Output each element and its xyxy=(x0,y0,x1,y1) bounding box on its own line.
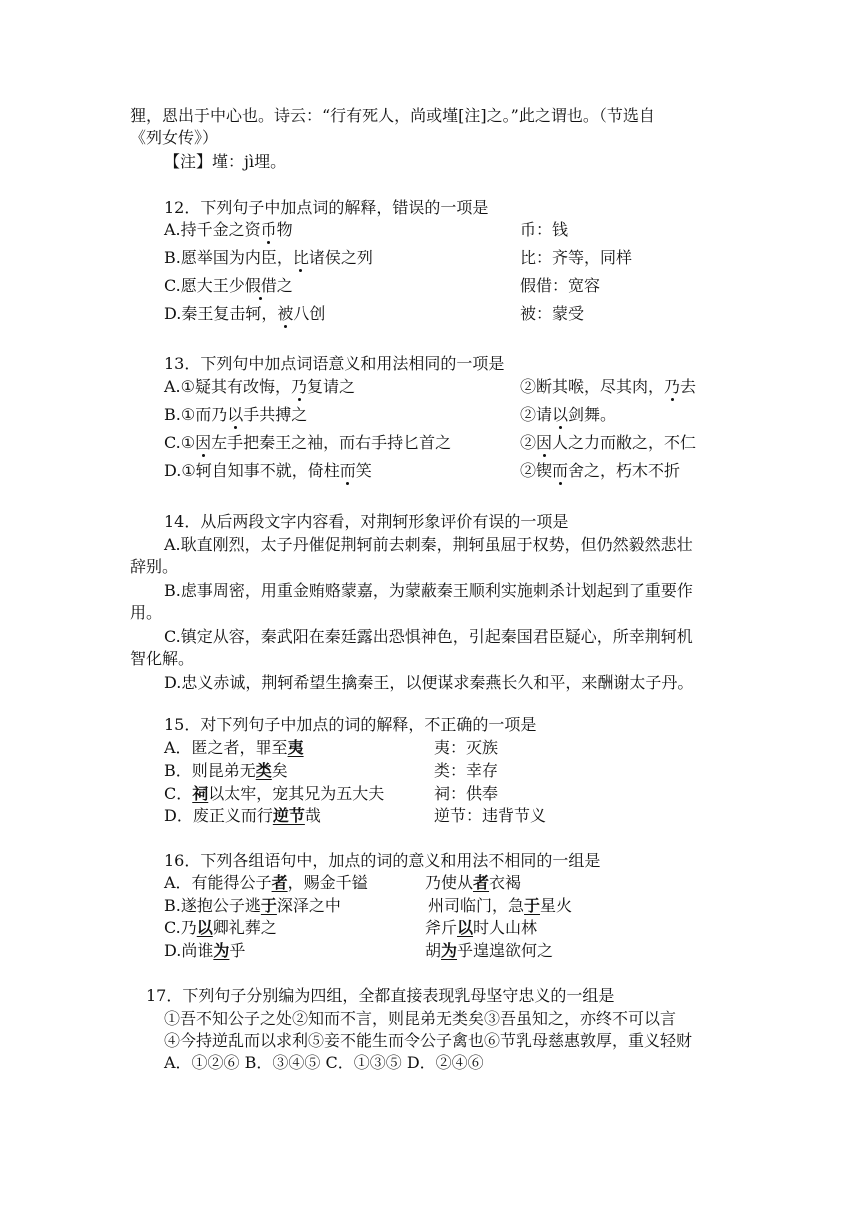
q12-option-a: A.持千金之资币物 xyxy=(164,220,293,239)
emphasis-underline: 以 xyxy=(457,918,474,937)
emphasis-underline: 于 xyxy=(524,896,541,915)
intro-note: 【注】墐：jì埋。 xyxy=(164,152,287,171)
q17-stem: 17．下列句子分别编为四组，全都直接表现乳母坚守忠义的一组是 xyxy=(146,986,615,1005)
emphasis-underline: 者 xyxy=(473,873,490,892)
q12-stem: 12．下列句子中加点词的解释，错误的一项是 xyxy=(164,198,489,217)
q13-option-b-left: B.①而乃以手共搏之 xyxy=(164,405,308,424)
emphasis-underline: 祠 xyxy=(192,784,209,803)
q13-stem: 13．下列句中加点词语意义和用法相同的一项是 xyxy=(164,354,505,373)
emphasis-dot: 乃 xyxy=(664,377,681,396)
emphasis-dot: 因 xyxy=(536,433,553,452)
q12-option-b: B.愿举国为内臣，比诸侯之列 xyxy=(164,248,373,267)
q15-option-b: B．则昆弟无类矣 xyxy=(164,761,288,780)
q14-option-b-line2: 用。 xyxy=(130,603,163,622)
intro-line-2: 《列女传》） xyxy=(130,128,219,147)
q16-option-d-left: D.尚谁为乎 xyxy=(164,941,246,960)
q13-option-c-right: ②因人之力而敝之，不仁 xyxy=(520,433,697,452)
emphasis-dot: 比 xyxy=(292,248,309,267)
q13-option-a-left: A.①疑其有改悔，乃复请之 xyxy=(164,377,356,396)
emphasis-underline: 者 xyxy=(271,873,288,892)
q12-option-c-gloss: 假借：宽容 xyxy=(520,276,601,295)
emphasis-dot: 而 xyxy=(339,461,356,480)
q12-option-d: D.秦王复击轲，被八创 xyxy=(164,304,326,323)
emphasis-dot: 假借 xyxy=(244,276,277,295)
q16-option-a-right: 乃使从者衣褐 xyxy=(425,873,522,892)
q17-options: A．①②⑥ B．③④⑤ C．①③⑤ D．②④⑥ xyxy=(164,1053,484,1072)
q14-option-c-line1: C.镇定从容，秦武阳在秦廷露出恐惧神色，引起秦国君臣疑心，所幸荆轲机 xyxy=(164,627,693,646)
emphasis-underline: 夷 xyxy=(287,738,304,757)
q16-option-c-left: C.乃以卿礼葬之 xyxy=(164,918,277,937)
q13-option-c-left: C.①因左手把秦王之袖，而右手持匕首之 xyxy=(164,433,452,452)
emphasis-dot: 因 xyxy=(195,433,212,452)
q15-option-c: C．祠以太牢，宠其兄为五大夫 xyxy=(164,784,385,803)
emphasis-underline: 逆节 xyxy=(272,806,305,825)
q17-line-1: ①吾不知公子之处②知而不言，则昆弟无类矣③吾虽知之，亦终不可以言 xyxy=(164,1009,677,1028)
emphasis-underline: 于 xyxy=(260,896,277,915)
emphasis-dot: 乃 xyxy=(291,377,308,396)
q16-option-a-left: A．有能得公子者，赐金千镒 xyxy=(164,873,368,892)
q13-option-d-left: D.①轲自知事不就，倚柱而笑 xyxy=(164,461,372,480)
q15-option-c-gloss: 祠：供奉 xyxy=(434,784,499,803)
q12-option-b-gloss: 比：齐等，同样 xyxy=(520,248,633,267)
q12-option-c: C.愿大王少假借之 xyxy=(164,276,293,295)
q16-option-b-left: B.遂抱公子逃于深泽之中 xyxy=(164,896,341,915)
q13-option-d-right: ②锲而舍之，朽木不折 xyxy=(520,461,681,480)
emphasis-underline: 以 xyxy=(196,918,213,937)
q15-option-a: A．匿之者，罪至夷 xyxy=(164,738,304,757)
q16-option-b-right: 州司临门，急于星火 xyxy=(428,896,573,915)
emphasis-dot: 以 xyxy=(227,405,244,424)
q15-option-d-gloss: 逆节：违背节义 xyxy=(434,806,547,825)
q13-option-b-right: ②请以剑舞。 xyxy=(520,405,617,424)
emphasis-underline: 为 xyxy=(441,941,458,960)
q17-line-2: ④今持逆乱而以求利⑤妾不能生而令公子禽也⑥节乳母慈惠敦厚，重义轻财 xyxy=(164,1031,693,1050)
q14-option-a-line1: A.耿直刚烈，太子丹催促荆轲前去刺秦，荆轲虽屈于权势，但仍然毅然悲壮 xyxy=(164,535,693,554)
emphasis-dot: 币 xyxy=(260,220,277,239)
emphasis-underline: 为 xyxy=(213,941,230,960)
q16-option-c-right: 斧斤以时人山林 xyxy=(425,918,538,937)
q14-option-d: D.忠义赤诚，荆轲希望生擒秦王，以便谋求秦燕长久和平，来酬谢太子丹。 xyxy=(164,673,694,692)
emphasis-underline: 类 xyxy=(255,761,272,780)
emphasis-dot: 而 xyxy=(552,461,569,480)
q14-option-c-line2: 智化解。 xyxy=(130,649,195,668)
intro-line-1: 狸，恩出于中心也。诗云：“行有死人，尚或墐[注]之。”此之谓也。（节选自 xyxy=(130,106,655,125)
q14-stem: 14．从后两段文字内容看，对荆轲形象评价有误的一项是 xyxy=(164,512,569,531)
q13-option-a-right: ②断其喉，尽其肉，乃去 xyxy=(520,377,697,396)
q14-option-a-line2: 辞别。 xyxy=(130,557,179,576)
q15-option-d: D．废正义而行逆节哉 xyxy=(164,806,321,825)
q15-option-a-gloss: 夷：灭族 xyxy=(434,738,499,757)
q15-stem: 15．对下列句子中加点的词的解释，不正确的一项是 xyxy=(164,715,537,734)
q16-option-d-right: 胡为乎遑遑欲何之 xyxy=(425,941,554,960)
emphasis-dot: 被 xyxy=(277,304,294,323)
q14-option-b-line1: B.虑事周密，用重金贿赂蒙嘉，为蒙蔽秦王顺利实施刺杀计划起到了重要作 xyxy=(164,581,693,600)
q12-option-d-gloss: 被：蒙受 xyxy=(520,304,585,323)
q16-stem: 16．下列各组语句中，加点的词的意义和用法不相同的一组是 xyxy=(164,851,601,870)
q12-option-a-gloss: 币：钱 xyxy=(520,220,569,239)
q15-option-b-gloss: 类：幸存 xyxy=(434,761,499,780)
emphasis-dot: 以 xyxy=(552,405,569,424)
